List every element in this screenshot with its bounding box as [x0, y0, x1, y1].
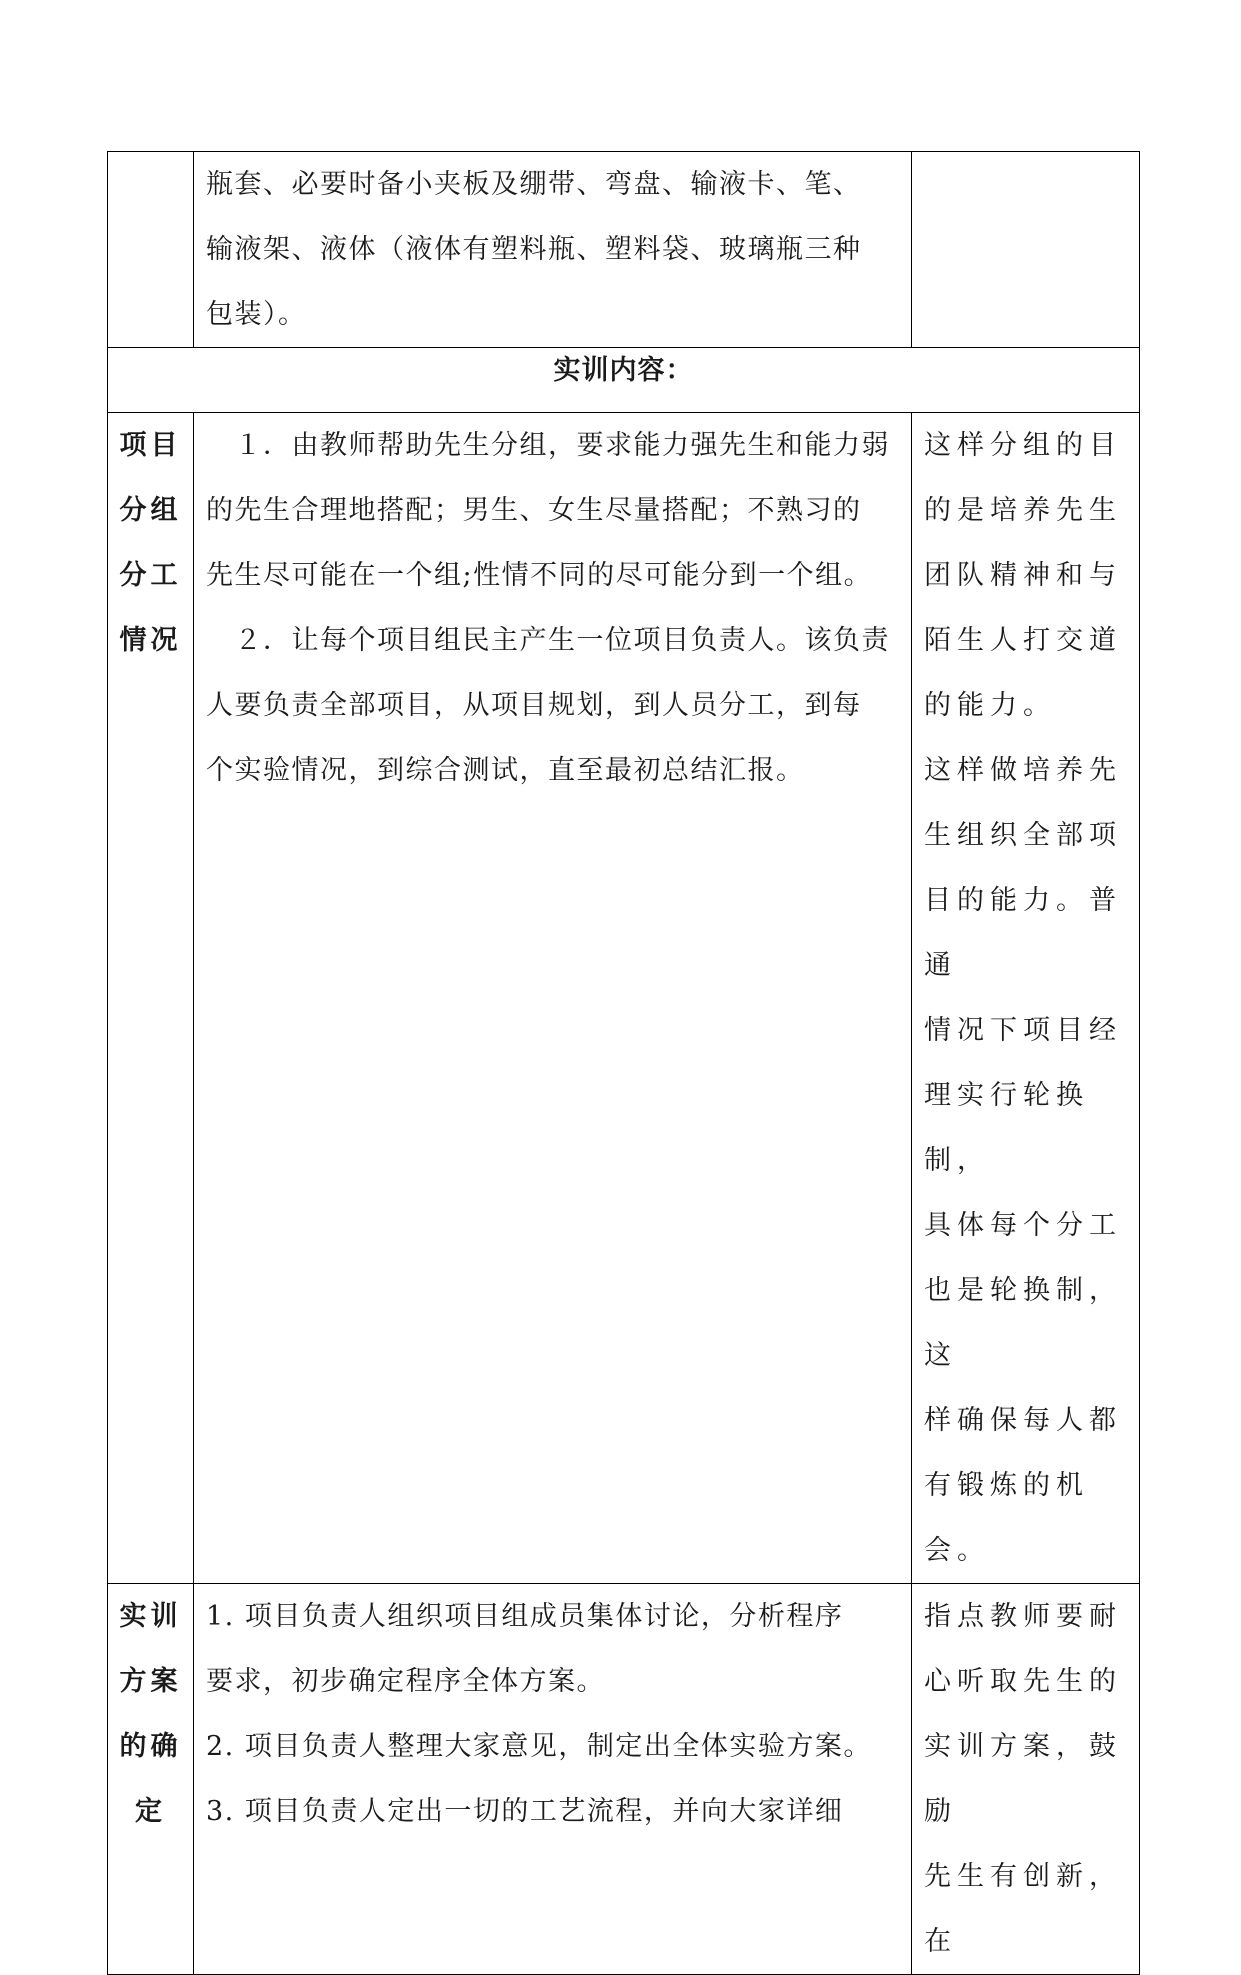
materials-line: 输液架、液体（液体有塑料瓶、塑料袋、玻璃瓶三种	[206, 234, 862, 265]
grouping-note-line: 情况下项目经	[924, 1015, 1122, 1046]
grouping-note-cell	[912, 413, 1140, 1584]
document-table	[107, 151, 1140, 1975]
grouping-note-line: 具体每个分工	[924, 1210, 1122, 1241]
plan-line: 要求，初步确定程序全体方案。	[206, 1666, 605, 1697]
plan-line: 2. 项目负责人整理大家意见，制定出全体实验方案。	[206, 1731, 872, 1762]
materials-line: 瓶套、必要时备小夹板及绷带、弯盘、输液卡、笔、	[206, 169, 862, 200]
plan-label-line: 方案	[119, 1666, 182, 1697]
grouping-note-line: 有锻炼的机会。	[924, 1470, 1089, 1566]
plan-content-cell	[194, 1584, 912, 1975]
grouping-label-line: 情况	[119, 625, 182, 656]
grouping-content	[194, 413, 911, 803]
grouping-note-line: 这样分组的目	[924, 430, 1122, 461]
plan-label	[108, 1584, 193, 1844]
plan-note-cell	[912, 1584, 1140, 1975]
grouping-note-line: 也是轮换制，这	[924, 1275, 1122, 1371]
plan-note-line: 先生有创新，在	[924, 1861, 1122, 1957]
grouping-note-line: 目的能力。普通	[924, 885, 1122, 981]
grouping-note-line: 的是培养先生	[924, 495, 1122, 526]
materials-note-cell	[912, 152, 1140, 348]
materials-content-cell	[194, 152, 912, 348]
grouping-label-line: 项目	[119, 430, 182, 461]
grouping-label-line: 分组	[119, 495, 182, 526]
grouping-row	[108, 413, 1140, 1584]
plan-line: 1. 项目负责人组织项目组成员集体讨论，分析程序	[206, 1601, 844, 1632]
grouping-line: 个实验情况，到综合测试，直至最初总结汇报。	[206, 755, 805, 786]
section-header: 实训内容：	[553, 355, 694, 386]
section-header-row	[108, 348, 1140, 413]
plan-row	[108, 1584, 1140, 1975]
grouping-note	[912, 413, 1139, 1583]
materials-line: 包装）。	[206, 299, 307, 330]
grouping-note-line: 的能力。	[924, 690, 1056, 721]
plan-label-line: 实训	[119, 1601, 182, 1632]
grouping-note-line: 陌生人打交道	[924, 625, 1122, 656]
plan-note-line: 指点教师要耐	[924, 1601, 1122, 1632]
materials-row	[108, 152, 1140, 348]
grouping-line: １．由教师帮助先生分组，要求能力强先生和能力弱	[206, 430, 890, 461]
plan-note-line: 实训方案，鼓励	[924, 1731, 1122, 1827]
grouping-note-line: 团队精神和与	[924, 560, 1122, 591]
grouping-note-line: 这样做培养先	[924, 755, 1122, 786]
grouping-label-cell	[108, 413, 194, 1584]
grouping-note-line: 样确保每人都	[924, 1405, 1122, 1436]
grouping-line: 人要负责全部项目，从项目规划，到人员分工，到每	[206, 690, 862, 721]
plan-label-line: 定	[135, 1796, 166, 1827]
grouping-label	[108, 413, 193, 673]
grouping-line: 先生尽可能在一个组;性情不同的尽可能分到一个组。	[206, 560, 873, 591]
grouping-label-line: 分工	[119, 560, 182, 591]
plan-note	[912, 1584, 1139, 1974]
plan-content	[194, 1584, 911, 1844]
materials-label-cell	[108, 152, 194, 348]
grouping-line: 的先生合理地搭配；男生、女生尽量搭配；不熟习的	[206, 495, 862, 526]
grouping-content-cell	[194, 413, 912, 1584]
plan-label-line: 的确	[119, 1731, 182, 1762]
grouping-note-line: 生组织全部项	[924, 820, 1122, 851]
grouping-line: ２．让每个项目组民主产生一位项目负责人。该负责	[206, 625, 890, 656]
plan-label-cell	[108, 1584, 194, 1975]
plan-line: 3. 项目负责人定出一切的工艺流程，并向大家详细	[206, 1796, 844, 1827]
plan-note-line: 心听取先生的	[924, 1666, 1122, 1697]
section-header-cell	[108, 348, 1140, 413]
grouping-note-line: 理实行轮换制，	[924, 1080, 1089, 1176]
materials-content	[194, 152, 911, 347]
